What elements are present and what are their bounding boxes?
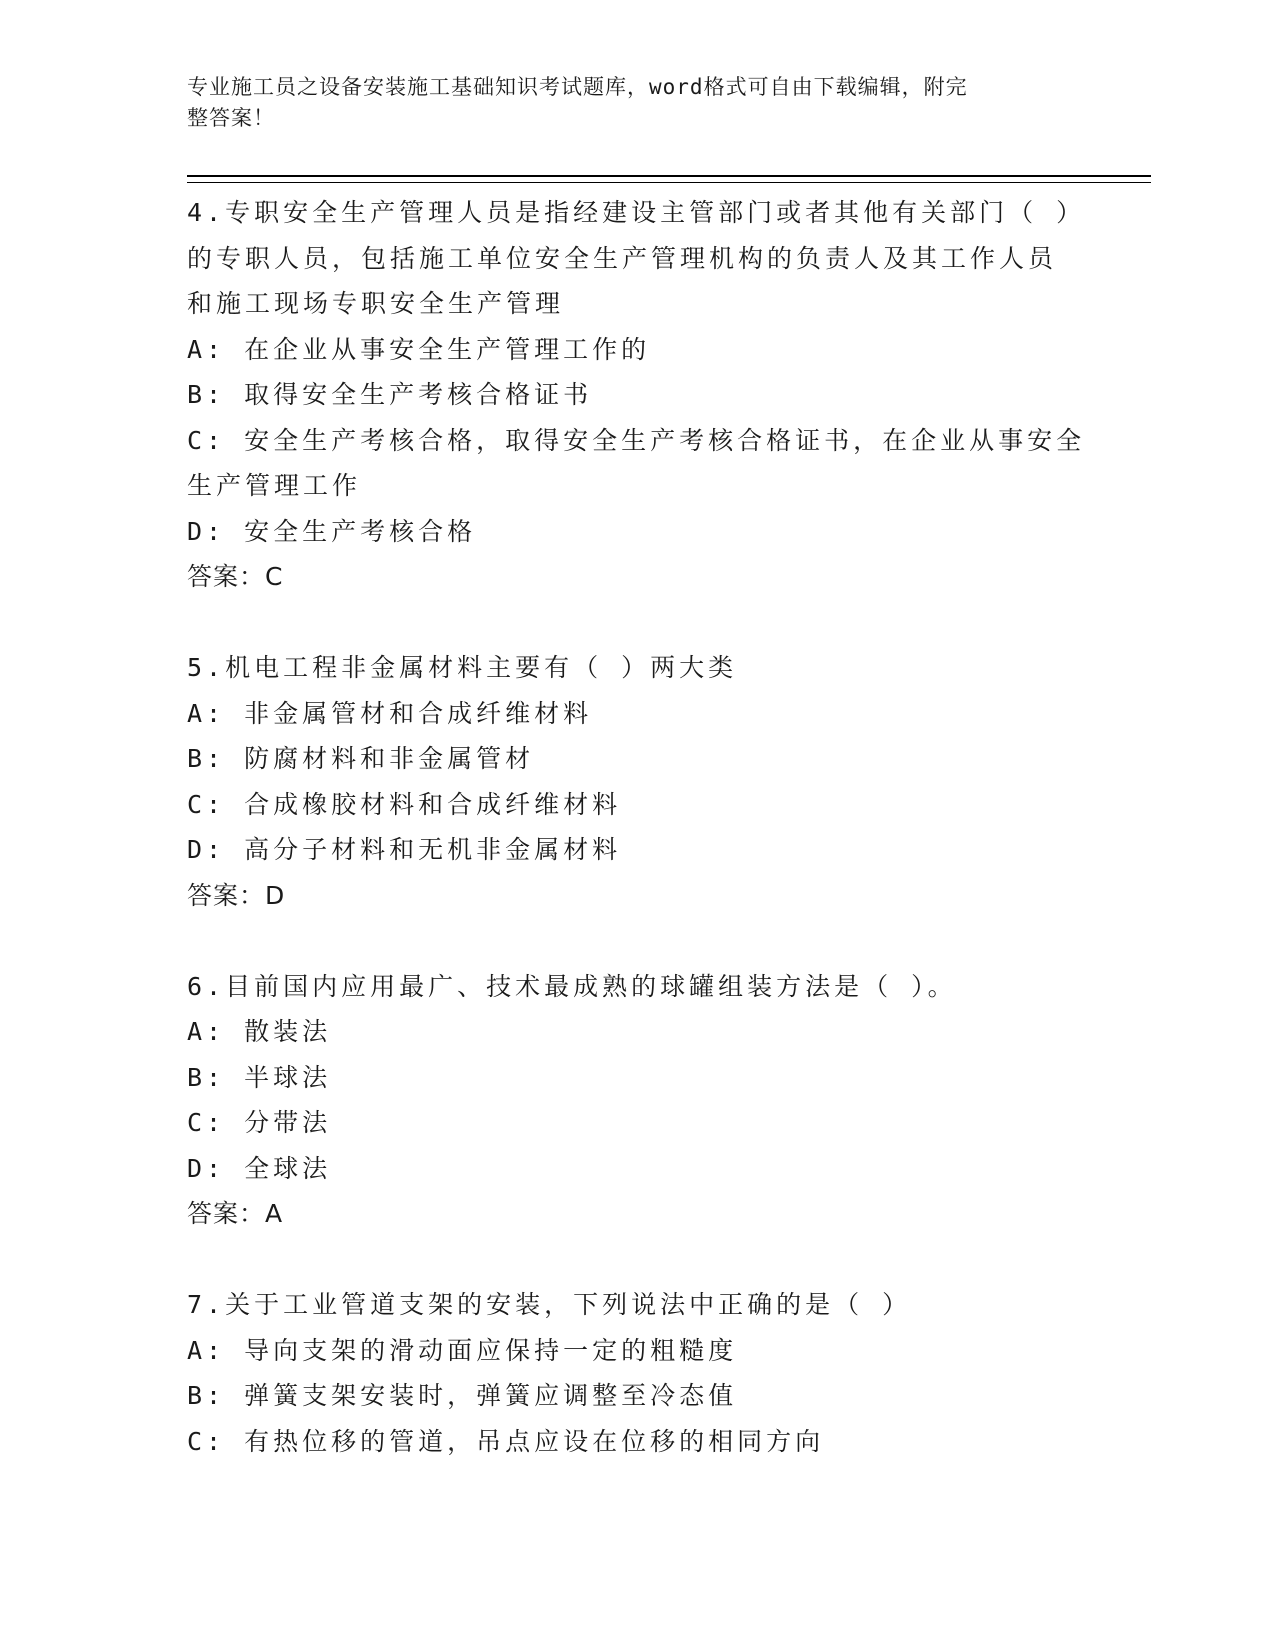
- question-6-option-c: C: 分带法: [187, 1108, 332, 1137]
- question-4-title-line-3: 和施工现场专职安全生产管理: [187, 289, 565, 318]
- question-5-answer: 答案：D: [187, 880, 286, 910]
- question-5: [187, 645, 1087, 918]
- question-5-title: 5.机电工程非金属材料主要有（ ）两大类: [187, 653, 738, 682]
- question-7-option-c: C: 有热位移的管道，吊点应设在位移的相同方向: [187, 1426, 825, 1456]
- question-4-option-c-continued: 生产管理工作: [187, 471, 362, 500]
- question-5-option-d: D: 高分子材料和无机非金属材料: [187, 835, 622, 864]
- question-4-title-line-1: 4.专职安全生产管理人员是指经建设主管部门或者其他有关部门（ ）: [187, 198, 1086, 227]
- question-7-option-a: A: 导向支架的滑动面应保持一定的粗糙度: [187, 1335, 738, 1365]
- question-4-option-a: A: 在企业从事安全生产管理工作的: [187, 334, 651, 364]
- question-7: [187, 1282, 1087, 1464]
- question-4-option-b: B: 取得安全生产考核合格证书: [187, 380, 593, 409]
- question-4-title-line-2: 的专职人员，包括施工单位安全生产管理机构的负责人及其工作人员: [187, 243, 1058, 273]
- spacer: [187, 1237, 1087, 1283]
- document-header: [187, 72, 1067, 134]
- question-6-option-a: A: 散装法: [187, 1017, 332, 1046]
- question-4-option-d: D: 安全生产考核合格: [187, 516, 477, 546]
- question-6-title: 6.目前国内应用最广、技术最成熟的球罐组装方法是（ ）。: [187, 971, 957, 1001]
- header-line-1: 专业施工员之设备安装施工基础知识考试题库，word格式可自由下载编辑，附完: [187, 75, 968, 99]
- question-5-option-b: B: 防腐材料和非金属管材: [187, 744, 535, 773]
- question-list: [187, 190, 1087, 1464]
- spacer: [187, 600, 1087, 646]
- question-7-option-b: B: 弹簧支架安装时，弹簧应调整至冷态值: [187, 1381, 738, 1410]
- header-divider-thick: [187, 175, 1151, 177]
- question-5-option-a: A: 非金属管材和合成纤维材料: [187, 698, 593, 728]
- question-4: [187, 190, 1087, 600]
- header-divider-thin: [187, 182, 1151, 183]
- spacer: [187, 918, 1087, 964]
- question-6-option-d: D: 全球法: [187, 1153, 332, 1183]
- question-6-option-b: B: 半球法: [187, 1062, 332, 1092]
- question-4-answer: 答案：C: [187, 562, 284, 591]
- question-6-answer: 答案：A: [187, 1199, 284, 1228]
- question-4-option-c: C: 安全生产考核合格，取得安全生产考核合格证书，在企业从事安全: [187, 425, 1086, 455]
- question-5-option-c: C: 合成橡胶材料和合成纤维材料: [187, 789, 622, 819]
- question-6: [187, 964, 1087, 1237]
- header-line-2: 整答案！: [187, 106, 275, 130]
- question-7-title: 7.关于工业管道支架的安装，下列说法中正确的是（ ）: [187, 1290, 912, 1319]
